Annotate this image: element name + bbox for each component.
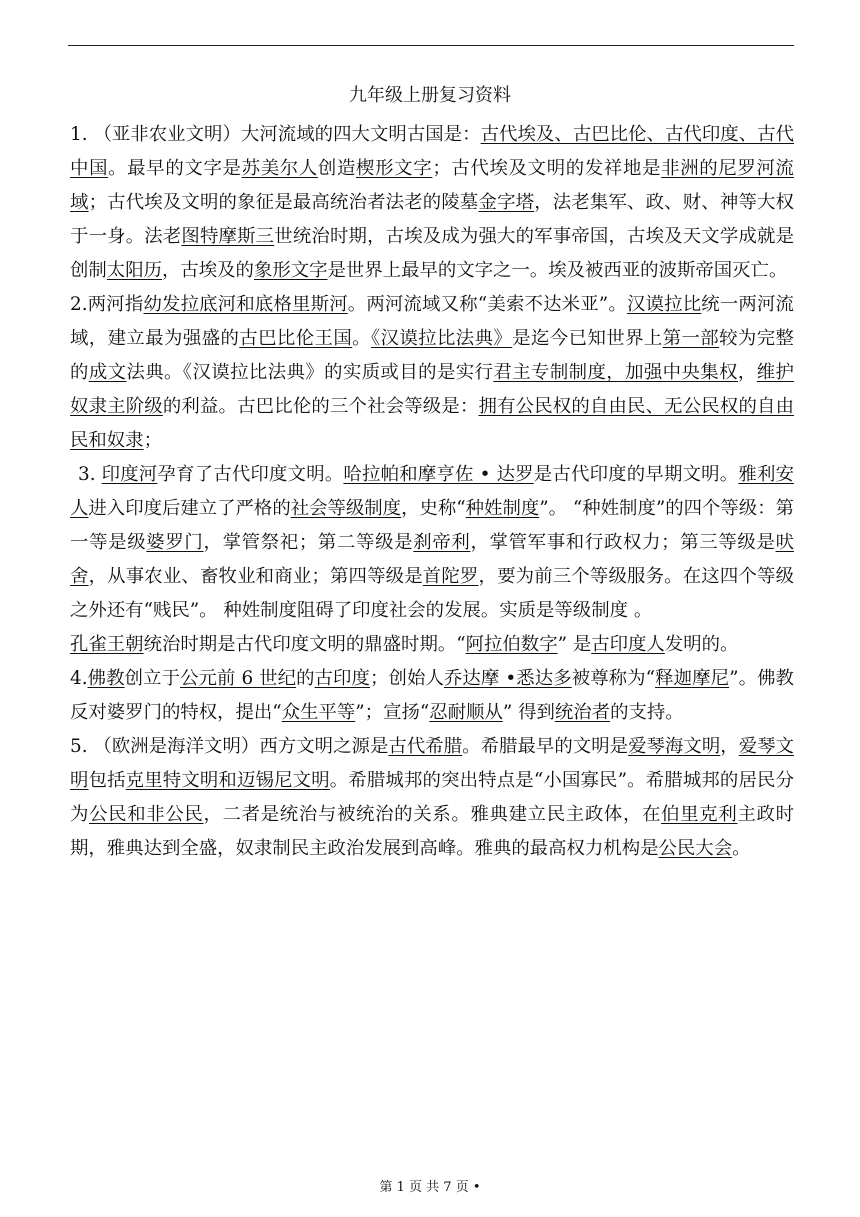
paragraph (70, 662, 794, 730)
underlined-term: 苏美尔人 (241, 158, 318, 179)
underlined-term: 古印度人 (591, 634, 665, 655)
text-segment: ；古代埃及文明的象征是最高统治者法老的陵墓 (88, 192, 479, 213)
underlined-term: 忍耐顺从 (429, 702, 503, 723)
text-segment: 被尊称为“ (571, 668, 656, 689)
text-segment: 是古代印度的早期文明。 (533, 464, 739, 485)
text-segment: ” 是 (557, 634, 592, 655)
text-segment: 较为完整的 (70, 328, 794, 383)
underlined-term: 统治者 (554, 702, 611, 723)
text-segment: 创造 (317, 158, 357, 179)
underlined-term: 刹帝利 (413, 532, 471, 553)
text-segment: ”。佛教反对婆罗门的特权，提出“ (70, 668, 794, 723)
underlined-term: 公民和非公民 (89, 804, 204, 825)
underlined-term: 君主专制制度，加强中央集权 (493, 362, 738, 383)
text-segment: 。 (352, 328, 371, 349)
underlined-term: 克里特文明和迈锡尼文明 (125, 770, 330, 791)
text-segment: ；古代埃及文明的发祥地是 (432, 158, 662, 179)
paragraph (70, 730, 794, 866)
text-segment: 。最早的文字是 (108, 158, 242, 179)
text-segment: 主政时期，雅典达到全盛，奴隶制民主政治发展到高峰。雅典的最高权力机构是 (70, 804, 794, 859)
page-footer: 第 1 页 共 7 页 • (379, 1180, 481, 1195)
underlined-term: 成文 (88, 362, 127, 383)
underlined-term: 哈拉帕和摩亨佐 • 达罗 (343, 464, 534, 485)
underlined-term: 幼发拉底河和底格里斯河 (143, 294, 348, 315)
underlined-term: 社会等级制度 (290, 498, 402, 519)
underlined-term: 非洲的尼罗河流域 (70, 158, 794, 213)
text-segment: ”；宣扬“ (355, 702, 430, 723)
text-segment: ； (143, 430, 162, 451)
underlined-term: 古代埃及、古巴比伦、古代印度、古代中国 (70, 124, 794, 179)
text-segment: ；创始人 (370, 668, 444, 689)
underlined-term: 金字塔 (478, 192, 535, 213)
text-segment: 5. （欧洲是海洋文明）西方文明之源是 (70, 736, 389, 757)
page-title: 九年级上册复习资料 (349, 85, 511, 106)
underlined-term: 古印度 (314, 668, 370, 689)
underlined-term: 佛教 (87, 668, 125, 689)
text-segment: 2.两河指 (70, 294, 144, 315)
header-rule (68, 45, 794, 46)
text-segment: 的利益。古巴比伦的三个社会等级是： (162, 396, 479, 417)
text-segment: ， (720, 736, 739, 757)
text-segment: 的 (296, 668, 315, 689)
text-segment: ，法老集军、政、财、神等大权于一身。法老 (70, 192, 794, 247)
underlined-term: 爱琴文明 (70, 736, 794, 791)
text-segment: 统治时期是古代印度文明的鼎盛时期。“ (143, 634, 466, 655)
underlined-term: 种姓制度 (465, 498, 540, 519)
text-segment: 。希腊城邦的突出特点是“小国寡民”。希腊城邦的居民分为 (70, 770, 794, 825)
text-segment: 是世界上最早的文字之一。埃及被西亚的波斯帝国灭亡。 (327, 260, 788, 281)
text-segment: 孕育了古代印度文明。 (157, 464, 344, 485)
underlined-term: 公元前 6 世纪 (180, 668, 297, 689)
text-segment: ”。 “种姓制度”的四个等级：第一等是级 (70, 498, 794, 553)
text-segment: 包括 (88, 770, 126, 791)
paragraph (70, 628, 794, 662)
text-segment: 进入印度后建立了严格的 (88, 498, 291, 519)
text-segment: ，要为前三个等级服务。在这四个等级之外还有“贱民”。 种姓制度阻碍了印度社会的发展。实质是等级制度 。 (70, 566, 794, 621)
text-segment: 3. (78, 464, 102, 485)
underlined-term: 首陀罗 (422, 566, 479, 587)
text-segment: 。希腊最早的文明是 (462, 736, 629, 757)
underlined-term: 古代希腊 (388, 736, 463, 757)
underlined-term: 拥有公民权的自由民、无公民权的自由民和奴隶 (70, 396, 794, 451)
text-segment: 4. (70, 668, 88, 689)
underlined-term: 象形文字 (253, 260, 328, 281)
text-segment: 发明的。 (664, 634, 739, 655)
underlined-term: 乔达摩 •悉达多 (443, 668, 572, 689)
text-segment: 1. （亚非农业文明）大河流域的四大文明古国是： (70, 124, 481, 145)
underlined-term: 图特摩斯三 (181, 226, 275, 247)
text-segment: 统一两河流域，建立最为强盛的 (70, 294, 794, 349)
underlined-term: 太阳历 (106, 260, 162, 281)
text-segment: 。 (732, 838, 751, 859)
text-segment: 法典。《汉谟拉比法典》的实质或目的是实行 (126, 362, 494, 383)
text-segment: 是迄今已知世界上 (512, 328, 663, 349)
underlined-term: 雅利安人 (70, 464, 794, 519)
text-segment: ，古埃及的 (161, 260, 254, 281)
underlined-term: 维护奴隶主阶级 (70, 362, 794, 417)
underlined-term: 孔雀王朝 (70, 634, 144, 655)
text-segment: ， (737, 362, 757, 383)
underlined-term: 公民大会 (658, 838, 733, 859)
underlined-term: 爱琴海文明 (628, 736, 721, 757)
underlined-term: 《汉谟拉比法典》 (370, 328, 513, 349)
underlined-term: 众生平等 (281, 702, 356, 723)
text-segment: ，从事农业、畜牧业和商业；第四等级是 (88, 566, 423, 587)
text-segment: 世统治时期，古埃及成为强大的军事帝国，古埃及天文学成就是创制 (70, 226, 794, 281)
underlined-term: 释迦摩尼 (655, 668, 730, 689)
paragraph (70, 458, 794, 628)
underlined-term: 第一部 (662, 328, 720, 349)
underlined-term: 伯里克利 (661, 804, 738, 825)
text-segment: 的支持。 (610, 702, 684, 723)
text-segment: 创立于 (124, 668, 181, 689)
underlined-term: 古巴比伦王国 (239, 328, 353, 349)
text-segment: ” 得到 (502, 702, 555, 723)
paragraph (70, 288, 794, 458)
text-segment: ，掌管祭祀；第二等级是 (203, 532, 414, 553)
underlined-term: 阿拉伯数字 (465, 634, 558, 655)
text-segment: ，史称“ (401, 498, 466, 519)
text-segment: ，二者是统治与被统治的关系。雅典建立民主政体，在 (203, 804, 662, 825)
paragraph (70, 118, 794, 288)
text-segment: 。两河流域又称“美索不达米亚”。 (347, 294, 627, 315)
underlined-term: 楔形文字 (356, 158, 433, 179)
underlined-term: 婆罗门 (146, 532, 204, 553)
underlined-term: 吠舍 (70, 532, 794, 587)
text-segment: ，掌管军事和行政权力；第三等级是 (470, 532, 776, 553)
underlined-term: 印度河 (101, 464, 158, 485)
document-body (70, 118, 794, 866)
underlined-term: 汉谟拉比 (626, 294, 702, 315)
